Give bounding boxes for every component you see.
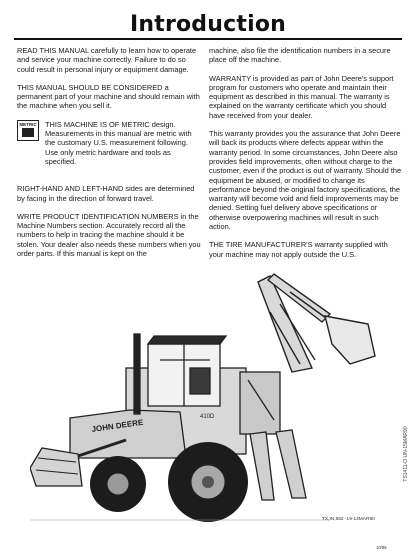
machine-model: 410D: [200, 414, 215, 420]
tire-warranty-paragraph: THE TIRE MANUFACTURER'S warranty supplied with your machine may not apply outside the U.S.: [209, 240, 388, 259]
book-icon: [22, 128, 34, 137]
metric-icon: [17, 120, 39, 141]
page-title: Introduction: [129, 12, 286, 37]
metric-icon-label: METRIC: [19, 121, 37, 127]
rear-tire: [168, 442, 248, 522]
metric-paragraph: THIS MACHINE IS OF METRIC design. Measurements in this manual are metric with the customary U.S. measurement following. Use only metric hardware and tools as specified.: [45, 119, 192, 166]
rear-stabilizers: [250, 430, 306, 500]
backhoe-loader-illustration: [30, 272, 400, 528]
warranty-paragraph: WARRANTY is provided as part of John Deere's support program for customers who operate and maintain their equipment as described in this manual. The warranty is explained on the warranty certificate which you should have received from your dealer.: [209, 73, 394, 120]
page-code: 10/89: [376, 545, 387, 550]
file-ids-paragraph: machine, also file the identification numbers in a secure place off the machine.: [209, 46, 391, 65]
read-manual-paragraph: READ THIS MANUAL carefully to learn how to operate and service your machine correctly. Failure to do so could result in personal injury or equipment damage.: [17, 46, 197, 74]
title-rule: [14, 38, 402, 40]
side-figure-code: TS1411-O UN-15MAR90: [403, 426, 409, 482]
product-id-paragraph: WRITE PRODUCT IDENTIFICATION NUMBERS in the Machine Numbers section. Accurately record all the numbers to help in tracing the machine should it be stolen. Your dealer also needs these numbers when you order parts. If this manual is kept on the: [17, 211, 201, 259]
front-tire: [90, 456, 146, 512]
metric-note: [17, 120, 203, 175]
right-column: [209, 46, 402, 268]
warranty-assurance-paragraph: This warranty provides you the assurance that John Deere will back its products where defects appear within the warranty period. In some circumstances, John Deere also provides field improvements, often without charge to the customer, even if the product is out of warranty. Should the equipment be abused, or modified to change its performance beyond the original factory specifications, the warranty will become void and field improvements may be denied. Setting fuel delivery above specifications or otherwise overpowering machines will result in such action.: [209, 129, 402, 232]
right-left-paragraph: RIGHT-HAND AND LEFT-HAND sides are determined by facing in the direction of forward travel.: [17, 184, 195, 203]
machine-body: [70, 334, 280, 458]
backhoe-boom: [258, 274, 375, 372]
left-column: [17, 46, 203, 267]
machine-decal: JOHN DEERE: [91, 417, 144, 434]
figure-code: TX,IN,582 -19-14MAR90: [322, 517, 375, 522]
permanent-part-paragraph: THIS MANUAL SHOULD BE CONSIDERED a permanent part of your machine and should remain with the machine when you sell it.: [17, 82, 200, 111]
